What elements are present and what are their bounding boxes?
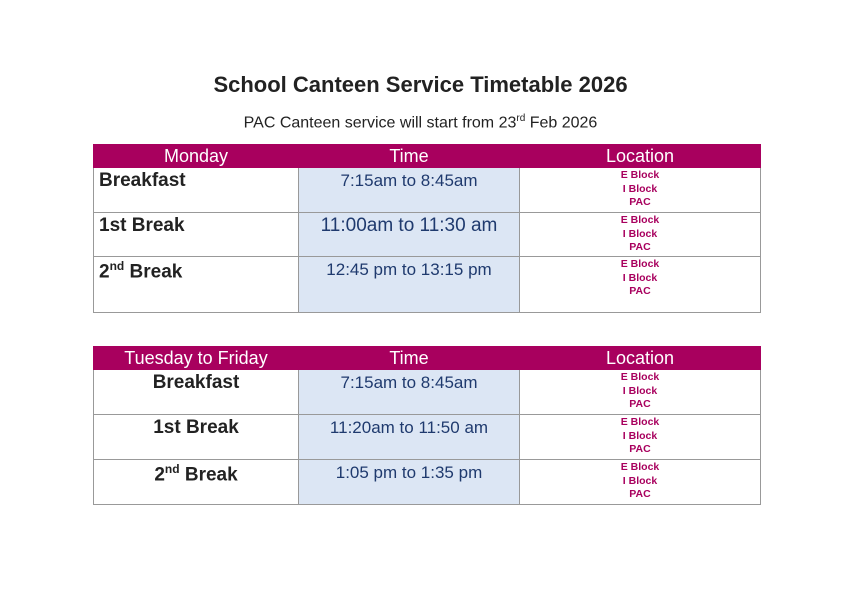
period-label: 1st Break (99, 215, 185, 236)
period-label-end: Break (179, 464, 238, 486)
location-cell (520, 257, 761, 313)
page-title: School Canteen Service Timetable 2026 (213, 72, 628, 97)
monday-timetable (93, 144, 761, 313)
period-ordinal: nd (164, 462, 180, 476)
location-cell (520, 370, 761, 415)
period-label: 2 (99, 261, 110, 283)
location-cell (520, 168, 761, 213)
time-cell: 1:05 pm to 1:35 pm (299, 460, 520, 505)
day-header: Monday (94, 145, 299, 168)
time-header: Time (299, 347, 520, 370)
location-cell (520, 460, 761, 505)
location-item: E Block (620, 169, 660, 181)
location-item: I Block (622, 384, 658, 397)
location-item: E Block (620, 371, 660, 383)
table-row (94, 257, 761, 313)
time-cell: 7:15am to 8:45am (299, 168, 520, 213)
location-item: E Block (620, 416, 660, 428)
period-cell (94, 213, 299, 257)
time-cell: 11:00am to 11:30 am (299, 213, 520, 257)
location-item: I Block (622, 429, 658, 442)
period-cell (94, 370, 299, 415)
location-item: I Block (622, 182, 658, 195)
time-cell: 11:20am to 11:50 am (299, 415, 520, 460)
table-row (94, 168, 761, 213)
table-header-row (94, 145, 761, 168)
subtitle-ordinal: rd (516, 113, 526, 124)
period-label: Breakfast (152, 372, 240, 393)
time-header: Time (299, 145, 520, 168)
period-label: 2 (154, 464, 165, 486)
period-cell (94, 257, 299, 313)
location-item: I Block (622, 474, 658, 487)
day-header: Tuesday to Friday (94, 347, 299, 370)
location-item: PAC (629, 196, 651, 208)
location-cell (520, 415, 761, 460)
location-item: PAC (629, 443, 651, 455)
location-item: PAC (629, 241, 651, 253)
location-item: E Block (620, 461, 660, 473)
table-header-row (94, 347, 761, 370)
period-label: 1st Break (153, 417, 239, 438)
time-cell: 12:45 pm to 13:15 pm (299, 257, 520, 313)
location-header: Location (520, 145, 761, 168)
period-ordinal: nd (109, 259, 125, 273)
location-item: E Block (620, 258, 660, 270)
table-row (94, 415, 761, 460)
subtitle-text-end: Feb 2026 (525, 114, 598, 132)
period-label-end: Break (124, 261, 183, 283)
location-item: PAC (629, 488, 651, 500)
table-row (94, 370, 761, 415)
location-header: Location (520, 347, 761, 370)
time-cell: 7:15am to 8:45am (299, 370, 520, 415)
location-item: I Block (622, 271, 658, 284)
table-row (94, 460, 761, 505)
tuesday-friday-timetable (93, 346, 761, 505)
location-item: PAC (629, 398, 651, 410)
period-label: Breakfast (99, 170, 186, 191)
period-cell (94, 415, 299, 460)
page-subtitle (0, 113, 841, 132)
table-row (94, 213, 761, 257)
location-item: PAC (629, 285, 651, 297)
period-cell (94, 168, 299, 213)
location-item: E Block (620, 214, 660, 226)
location-cell (520, 213, 761, 257)
period-cell (94, 460, 299, 505)
location-item: I Block (622, 227, 658, 240)
subtitle-text: PAC Canteen service will start from 23 (243, 114, 517, 132)
